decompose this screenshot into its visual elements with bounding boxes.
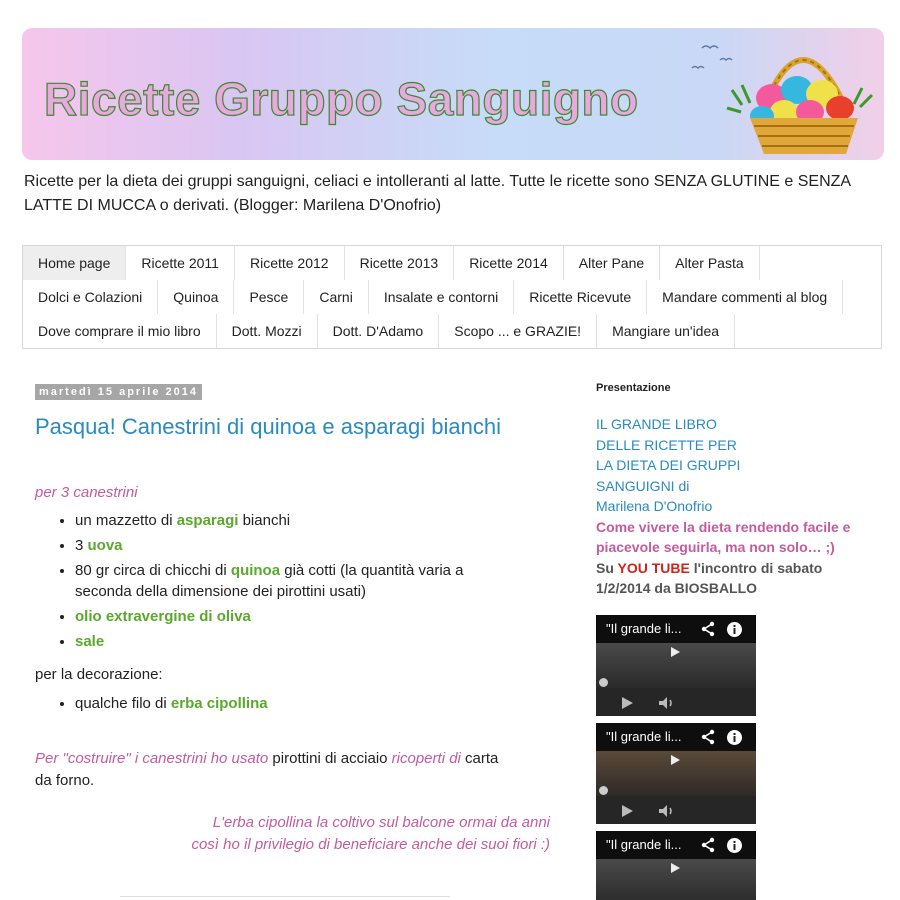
blog-header-banner[interactable] (22, 28, 884, 160)
nav-ricette-2014[interactable]: Ricette 2014 (454, 246, 564, 280)
decoration-item (75, 695, 268, 712)
nav-alter-pasta[interactable]: Alter Pasta (660, 246, 759, 280)
easter-basket-icon (722, 30, 882, 158)
play-icon[interactable] (620, 696, 634, 710)
info-icon[interactable] (726, 729, 743, 746)
decoration-link[interactable]: erba cipollina (170, 695, 268, 712)
sidebar (596, 382, 866, 599)
nav-home-page[interactable]: Home page (23, 246, 126, 280)
nav-quinoa[interactable]: Quinoa (158, 280, 234, 314)
play-overlay-icon[interactable] (668, 753, 682, 767)
post-title[interactable]: Pasqua! Canestrini di quinoa e asparagi bianchi (35, 414, 501, 439)
video-player[interactable] (596, 723, 756, 824)
share-icon[interactable] (700, 837, 716, 853)
ingredient-list (57, 510, 517, 656)
sidebar-heading: Presentazione (596, 382, 671, 394)
video-player[interactable] (596, 831, 756, 900)
build-text: pirottini di acciaio (268, 750, 392, 767)
chives-note (70, 812, 550, 856)
youtube-text: YOU TUBE (617, 559, 690, 576)
ingredient-item (75, 560, 517, 602)
video-player[interactable] (596, 615, 756, 716)
decoration-text: qualche filo di (75, 695, 171, 712)
nav-scopo-grazie[interactable]: Scopo ... e GRAZIE! (439, 314, 597, 348)
book-tagline: Come vivere la dieta rendendo facile e piacevole seguirla, ma non solo… ;) (596, 518, 851, 555)
ingredient-link[interactable]: uova (87, 537, 123, 554)
nav-insalate-contorni[interactable]: Insalate e contorni (369, 280, 514, 314)
nav-dott-dadamo[interactable]: Dott. D'Adamo (318, 314, 440, 348)
decoration-label: per la decorazione: (35, 666, 163, 683)
video-title[interactable]: "Il grande li... (596, 615, 756, 643)
blog-title[interactable]: Ricette Gruppo Sanguigno (44, 73, 639, 125)
info-icon[interactable] (726, 837, 743, 854)
ingredient-link[interactable]: olio extravergine di oliva (75, 608, 251, 625)
book-link[interactable] (596, 414, 866, 517)
video-title[interactable]: "Il grande li... (596, 723, 756, 751)
video-title[interactable]: "Il grande li... (596, 831, 756, 859)
info-icon[interactable] (726, 621, 743, 638)
book-line[interactable]: DELLE RICETTE PER (596, 436, 737, 453)
nav-row (23, 246, 881, 280)
ingredient-text: bianchi (238, 512, 291, 529)
build-paragraph (35, 748, 515, 792)
ingredient-item (75, 510, 517, 531)
nav-row (23, 280, 881, 314)
book-line[interactable]: SANGUIGNI di (596, 477, 690, 494)
nav-alter-pane[interactable]: Alter Pane (564, 246, 660, 280)
ingredient-item (75, 535, 517, 556)
navigation-menu (22, 245, 882, 349)
nav-ricette-2012[interactable]: Ricette 2012 (235, 246, 345, 280)
nav-dott-mozzi[interactable]: Dott. Mozzi (217, 314, 318, 348)
decoration-list (57, 695, 268, 712)
book-line[interactable]: Marilena D'Onofrio (596, 498, 713, 514)
ingredient-text: 3 (75, 537, 88, 554)
nav-ricette-2013[interactable]: Ricette 2013 (345, 246, 455, 280)
nav-dolci-colazioni[interactable]: Dolci e Colazioni (23, 280, 158, 314)
nav-ricette-2011[interactable]: Ricette 2011 (126, 246, 235, 280)
ingredient-item (75, 631, 517, 652)
note-line: L'erba cipollina la coltivo sul balcone ormai da anni (212, 814, 550, 831)
volume-icon[interactable] (658, 804, 676, 818)
post-divider (120, 896, 450, 897)
post-area (35, 382, 555, 853)
build-text: carta da forno. (35, 750, 499, 789)
nav-row (23, 314, 881, 348)
blog-description: Ricette per la dieta dei gruppi sanguigni, celiaci e intolleranti al latte. Tutte le ricette sono SENZA GLUTINE e SENZA LATTE DI MUCCA o derivati. (Blogger: Marilena D'Onofrio) (24, 173, 851, 214)
servings-label: per 3 canestrini (35, 484, 138, 501)
book-line[interactable]: IL GRANDE LIBRO (596, 416, 717, 432)
youtube-text: l'incontro di sabato 1/2/2014 da BIOSBALLO (596, 559, 823, 596)
build-text-italic: ricoperti di (391, 750, 461, 767)
nav-carni[interactable]: Carni (304, 280, 368, 314)
nav-dove-comprare-libro[interactable]: Dove comprare il mio libro (23, 314, 217, 348)
nav-mangiare-idea[interactable]: Mangiare un'idea (597, 314, 735, 348)
video-progress-handle[interactable] (599, 786, 608, 795)
note-line: così ho il privilegio di beneficiare anche dei suoi fiori :) (191, 836, 550, 853)
ingredient-item (75, 606, 517, 627)
ingredient-link[interactable]: asparagi (176, 512, 239, 529)
ingredient-text: 80 gr circa di chicchi di (75, 562, 231, 579)
nav-ricette-ricevute[interactable]: Ricette Ricevute (514, 280, 647, 314)
youtube-text: Su (596, 559, 618, 576)
ingredient-text: già cotti (la quantità varia a seconda della dimensione dei pirottini usati) (75, 562, 464, 600)
play-overlay-icon[interactable] (668, 645, 682, 659)
volume-icon[interactable] (658, 696, 676, 710)
share-icon[interactable] (700, 621, 716, 637)
ingredient-link[interactable]: quinoa (230, 562, 281, 579)
nav-pesce[interactable]: Pesce (234, 280, 304, 314)
ingredient-text: un mazzetto di (75, 512, 177, 529)
nav-mandare-commenti[interactable]: Mandare commenti al blog (647, 280, 843, 314)
youtube-note (596, 558, 866, 599)
book-line[interactable]: LA DIETA DEI GRUPPI (596, 457, 741, 473)
play-overlay-icon[interactable] (668, 861, 682, 875)
play-icon[interactable] (620, 804, 634, 818)
video-progress-handle[interactable] (599, 678, 608, 687)
build-text-italic: Per "costruire" i canestrini ho usato (35, 750, 269, 767)
post-date: martedì 15 aprile 2014 (35, 384, 202, 400)
ingredient-link[interactable]: sale (75, 633, 105, 650)
share-icon[interactable] (700, 729, 716, 745)
